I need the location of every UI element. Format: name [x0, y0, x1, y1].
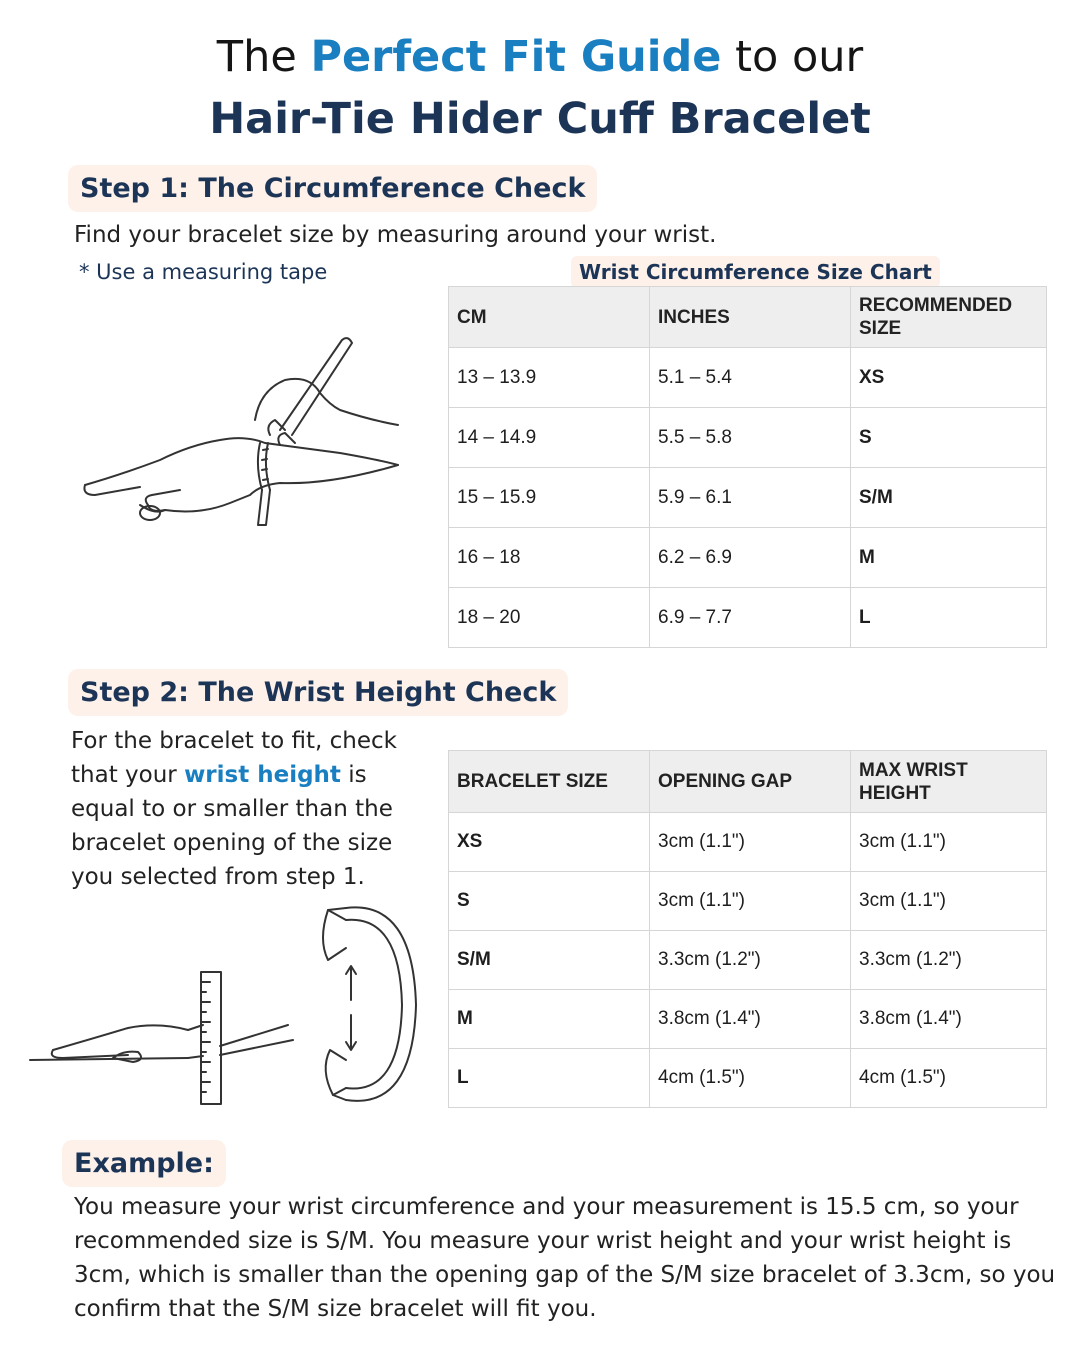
cell-size: S	[449, 872, 650, 931]
column-header: MAX WRIST HEIGHT	[851, 751, 1047, 813]
column-header: CM	[449, 287, 650, 348]
cell-size: L	[851, 588, 1047, 648]
measuring-tape-illustration	[80, 335, 410, 535]
cell-size: S/M	[851, 468, 1047, 528]
step1-heading: Step 1: The Circumference Check	[68, 165, 597, 212]
cell-size: S	[851, 408, 1047, 468]
column-header: BRACELET SIZE	[449, 751, 650, 813]
cell-opening-gap: 3.3cm (1.2")	[650, 931, 851, 990]
table-row	[449, 813, 1047, 872]
cell-size: L	[449, 1049, 650, 1108]
cell-size: M	[449, 990, 650, 1049]
cell-inches: 5.1 – 5.4	[650, 348, 851, 408]
cell-inches: 6.2 – 6.9	[650, 528, 851, 588]
title-prefix: The	[216, 32, 297, 82]
step2-heading: Step 2: The Wrist Height Check	[68, 669, 568, 716]
table-row	[449, 468, 1047, 528]
column-header: OPENING GAP	[650, 751, 851, 813]
cell-opening-gap: 3cm (1.1")	[650, 813, 851, 872]
cell-max-height: 4cm (1.5")	[851, 1049, 1047, 1108]
column-header: INCHES	[650, 287, 851, 348]
cell-size: XS	[449, 813, 650, 872]
column-header: RECOMMENDED SIZE	[851, 287, 1047, 348]
table-row	[449, 408, 1047, 468]
cell-cm: 14 – 14.9	[449, 408, 650, 468]
step1-note: * Use a measuring tape	[79, 260, 328, 284]
cell-max-height: 3.3cm (1.2")	[851, 931, 1047, 990]
table-row	[449, 990, 1047, 1049]
step1-instruction: Find your bracelet size by measuring around your wrist.	[74, 222, 717, 248]
cell-max-height: 3cm (1.1")	[851, 872, 1047, 931]
wrist-height-illustration	[28, 900, 428, 1115]
table-row	[449, 1049, 1047, 1108]
table-row	[449, 931, 1047, 990]
page-title-line1	[0, 32, 1080, 82]
cell-opening-gap: 3.8cm (1.4")	[650, 990, 851, 1049]
circumference-size-table	[448, 286, 1047, 648]
cell-inches: 5.5 – 5.8	[650, 408, 851, 468]
table-row	[449, 528, 1047, 588]
cell-max-height: 3.8cm (1.4")	[851, 990, 1047, 1049]
cell-cm: 13 – 13.9	[449, 348, 650, 408]
example-text: You measure your wrist circumference and your measurement is 15.5 cm, so your recommended size is S/M. You measure your wrist height and your wrist height is 3cm, which is smaller than the opening gap of the S/M size bracelet of 3.3cm, so you confirm that the S/M size bracelet will fit you.	[74, 1194, 1056, 1322]
table-row	[449, 588, 1047, 648]
size-chart-title: Wrist Circumference Size Chart	[571, 256, 940, 288]
table-row	[449, 872, 1047, 931]
cell-inches: 5.9 – 6.1	[650, 468, 851, 528]
table-row	[449, 348, 1047, 408]
example-heading: Example:	[62, 1140, 226, 1187]
step2-text-after: is equal to or smaller than the bracelet opening of the size you selected from step 1.	[71, 762, 393, 890]
cell-size: XS	[851, 348, 1047, 408]
cell-cm: 16 – 18	[449, 528, 650, 588]
cell-max-height: 3cm (1.1")	[851, 813, 1047, 872]
cell-cm: 15 – 15.9	[449, 468, 650, 528]
cell-opening-gap: 3cm (1.1")	[650, 872, 851, 931]
cell-cm: 18 – 20	[449, 588, 650, 648]
step2-text-before: For the bracelet to fit, check that your	[71, 728, 397, 788]
title-accent: Perfect Fit Guide	[310, 32, 722, 82]
step2-instruction	[71, 724, 411, 894]
cell-size: M	[851, 528, 1047, 588]
wrist-height-table	[448, 750, 1047, 1108]
page-title-line2: Hair-Tie Hider Cuff Bracelet	[209, 94, 871, 144]
cell-inches: 6.9 – 7.7	[650, 588, 851, 648]
cell-opening-gap: 4cm (1.5")	[650, 1049, 851, 1108]
title-suffix: to our	[735, 32, 864, 82]
cell-size: S/M	[449, 931, 650, 990]
wrist-height-highlight: wrist height	[184, 762, 341, 788]
